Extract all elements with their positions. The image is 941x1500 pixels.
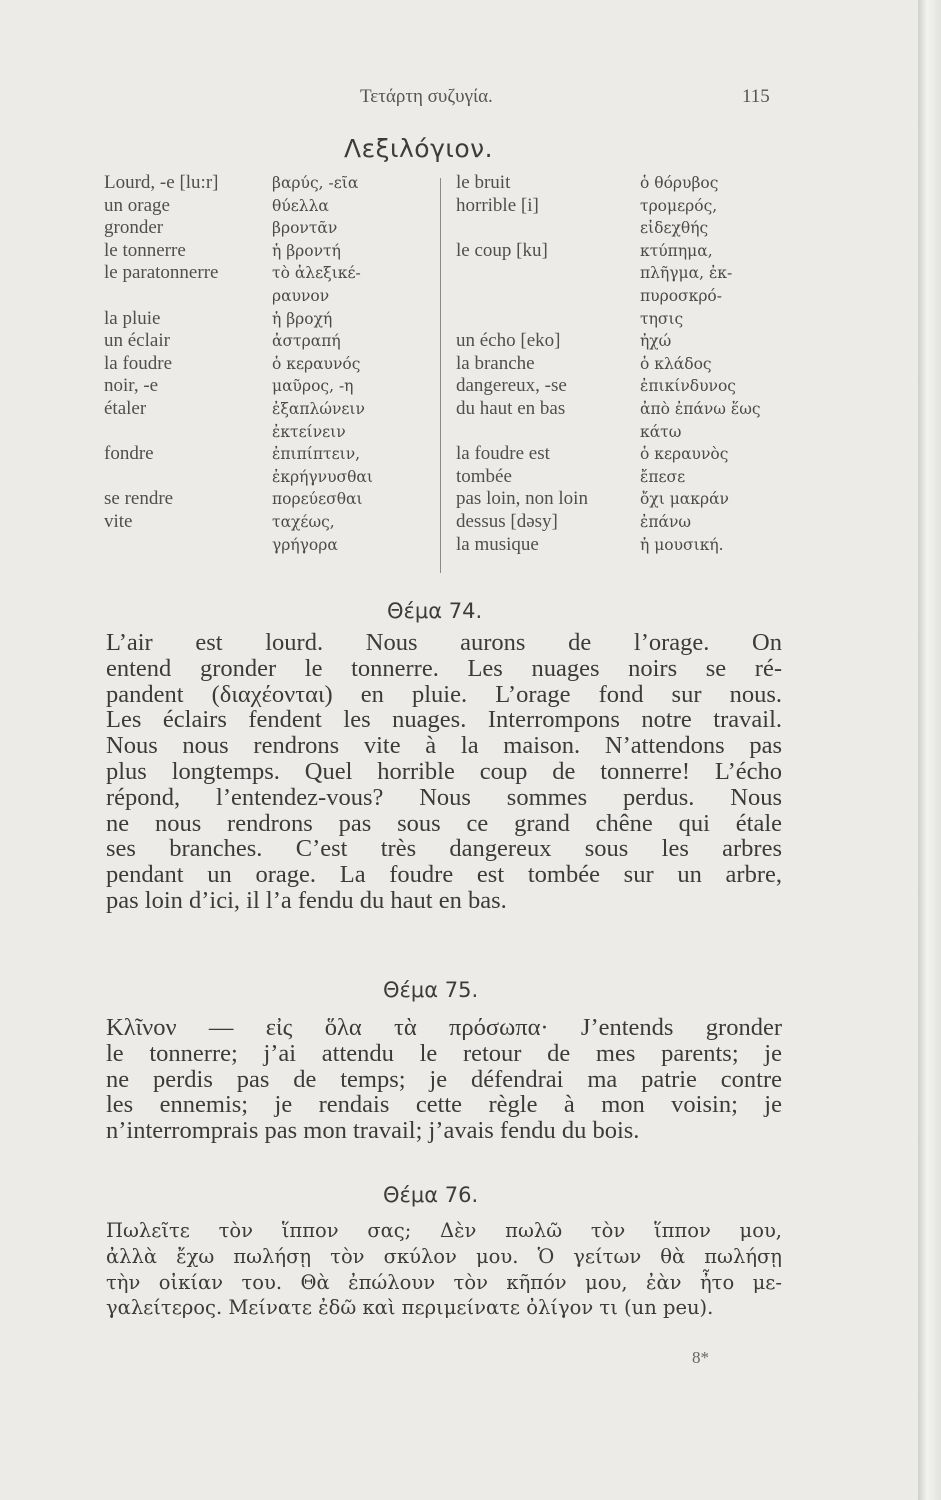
vocab-entry: ὄχι μακράν — [640, 490, 729, 509]
vocab-entry: τρομερός, — [640, 196, 718, 215]
text-line: plus longtemps. Quel horrible coup de tonnerre! L’écho — [106, 757, 782, 785]
text-line: ἀλλὰ ἔχω πωλήσῃ τὸν σκύλον μου. Ὁ γείτων θὰ πωλήσῃ — [106, 1244, 782, 1268]
text-line: τὴν οἰκίαν του. Θὰ ἐπώλουν τὸν κῆπόν μου, ἐὰν ἦτο με- — [106, 1270, 782, 1294]
vocab-entry: vite — [104, 510, 133, 532]
vocab-entry — [456, 421, 588, 444]
vocab-entry: κάτω — [640, 422, 682, 441]
vocab-entry: γρήγορα — [272, 535, 338, 554]
vocab-entry: ἡ μουσική. — [640, 535, 724, 554]
vocab-entry: εἰδεχθής — [640, 219, 709, 238]
vocab-entry: un écho [eko] — [456, 330, 561, 352]
vocab-entry: ἡ βροχή — [272, 309, 333, 328]
theme-75-title: Θέμα 75. — [383, 978, 479, 1002]
vocab-column-1-greek — [272, 172, 373, 556]
vocab-entry: μαῦρος, -η — [272, 377, 354, 396]
vocab-entry: τὸ ἀλεξικέ- — [272, 264, 361, 283]
vocab-entry: θύελλα — [272, 196, 329, 215]
text-line: pas loin d’ici, il l’a fendu du haut en bas. — [106, 886, 507, 914]
vocab-entry: un éclair — [104, 330, 170, 352]
vocab-entry: horrible [i] — [456, 194, 539, 216]
text-line: répond, l’entendez-vous? Nous sommes perdus. Nous — [106, 783, 782, 811]
vocab-entry: ἐπικίνδυνος — [640, 377, 736, 396]
vocab-entry: πυροσκρό- — [640, 286, 723, 305]
vocab-entry — [456, 262, 588, 285]
vocab-entry: la foudre est — [456, 443, 550, 465]
vocab-entry: ὁ κλάδος — [640, 354, 712, 373]
vocab-entry: ἐπιπίπτειν, — [272, 445, 361, 464]
theme-74-text — [106, 630, 782, 914]
running-head: Τετάρτη συζυγία. — [360, 86, 493, 107]
text-line: Nous nous rendrons vite à la maison. N’attendons pas — [106, 732, 782, 760]
theme-74-title: Θέμα 74. — [387, 599, 483, 623]
text-line: pendant un orage. La foudre est tombée sur un arbre, — [106, 861, 782, 889]
text-line: les ennemis; je rendais cette règle à mon voisin; je — [106, 1091, 782, 1119]
page-header — [0, 86, 922, 116]
vocab-entry: ραυνον — [272, 286, 330, 305]
theme-76-title: Θέμα 76. — [383, 1183, 479, 1207]
vocab-entry — [104, 285, 218, 308]
lexicon-title: Λεξιλόγιον. — [344, 134, 494, 163]
vocab-entry: le bruit — [456, 172, 511, 193]
vocab-entry: tombée — [456, 465, 512, 487]
vocab-entry: pas loin, non loin — [456, 488, 588, 510]
page-number: 115 — [742, 86, 770, 107]
vocab-entry: la foudre — [104, 352, 173, 374]
text-line: le tonnerre; j’ai attendu le retour de mes parents; je — [106, 1039, 782, 1067]
vocab-column-2-greek — [640, 172, 761, 556]
vocab-entry: ἡ βροντή — [272, 241, 341, 260]
vocab-entry: un orage — [104, 194, 170, 216]
vocab-column-2-french — [456, 172, 588, 556]
text-line: Les éclairs fendent les nuages. Interrompons notre travail. — [106, 706, 782, 734]
vocab-entry: ἐξαπλώνειν — [272, 399, 365, 418]
vocab-entry: ἐκρήγνυσθαι — [272, 467, 373, 486]
vocab-entry: πορεύεσθαι — [272, 490, 363, 509]
vocab-entry: πλῆγμα, ἐκ- — [640, 264, 733, 283]
vocab-entry: Lourd, -e [lu:r] — [104, 172, 219, 193]
text-line: ne nous rendrons pas sous ce grand chêne qui étale — [106, 809, 782, 837]
theme-75-text — [106, 1015, 782, 1144]
vocab-entry — [456, 285, 588, 308]
vocab-entry: le paratonnerre — [104, 262, 219, 284]
text-line: ses branches. C’est très dangereux sous les arbres — [106, 835, 782, 863]
vocab-entry: la musique — [456, 533, 539, 555]
vocab-entry: dangereux, -se — [456, 375, 567, 397]
vocab-entry — [104, 466, 218, 489]
vocab-entry: du haut en bas — [456, 397, 566, 419]
text-line: ne perdis pas de temps; je défendrai ma patrie contre — [106, 1065, 782, 1093]
vocab-entry: ἐπάνω — [640, 512, 692, 531]
vocab-entry: gronder — [104, 217, 164, 239]
vocab-entry: le tonnerre — [104, 239, 186, 261]
vocab-entry: fondre — [104, 443, 154, 465]
vocab-entry: ὁ θόρυβος — [640, 174, 719, 192]
vocab-entry: ἠχώ — [640, 332, 672, 351]
vocab-entry: se rendre — [104, 488, 174, 510]
vocab-entry: le coup [ku] — [456, 239, 548, 261]
vocab-entry: noir, -e — [104, 375, 159, 397]
vocab-entry: étaler — [104, 397, 147, 419]
vocab-entry: ὁ κεραυνὸς — [640, 445, 729, 464]
vocab-entry: ἀστραπή — [272, 332, 341, 351]
vocab-entry: ταχέως, — [272, 512, 335, 531]
text-line: pandent (διαχέονται) en pluie. L’orage fond sur nous. — [106, 680, 782, 708]
page-edge — [918, 0, 941, 1500]
vocab-entry: la branche — [456, 352, 535, 374]
signature-mark: 8* — [692, 1348, 709, 1367]
text-line: n’interromprais pas mon travail; j’avais fendu du bois. — [106, 1117, 640, 1145]
vocab-entry — [456, 308, 588, 331]
vocab-entry: ὁ κεραυνός — [272, 354, 361, 373]
vocab-entry: ἐκτείνειν — [272, 422, 346, 441]
vocab-entry: dessus [dəsy] — [456, 510, 558, 532]
text-line: Πωλεῖτε τὸν ἵππον σας; Δὲν πωλῶ τὸν ἵππον μου, — [106, 1219, 782, 1242]
vocab-entry — [104, 421, 218, 444]
vocab-entry: βαρύς, -εῖα — [272, 174, 359, 192]
text-line: γαλείτερος. Μείνατε ἐδῶ καὶ περιμείνατε ὀλίγον τι (un peu). — [106, 1296, 714, 1320]
theme-76-text — [106, 1218, 782, 1321]
column-divider — [440, 178, 441, 573]
vocab-entry: la pluie — [104, 307, 161, 329]
vocab-entry: τησις — [640, 309, 684, 328]
vocab-entry: ἔπεσε — [640, 467, 686, 486]
vocab-entry — [104, 534, 218, 557]
vocab-entry: κτύπημα, — [640, 241, 713, 260]
vocab-entry — [456, 217, 588, 240]
vocab-column-1-french — [104, 172, 218, 556]
vocab-entry: βροντᾶν — [272, 219, 338, 238]
text-line: L’air est lourd. Nous aurons de l’orage. On — [106, 629, 782, 656]
vocab-entry: ἀπὸ ἐπάνω ἕως — [640, 399, 761, 418]
text-line: Κλῖνον — εἰς ὅλα τὰ πρόσωπα· J’entends gronder — [106, 1014, 782, 1041]
text-line: entend gronder le tonnerre. Les nuages noirs se ré- — [106, 654, 782, 682]
